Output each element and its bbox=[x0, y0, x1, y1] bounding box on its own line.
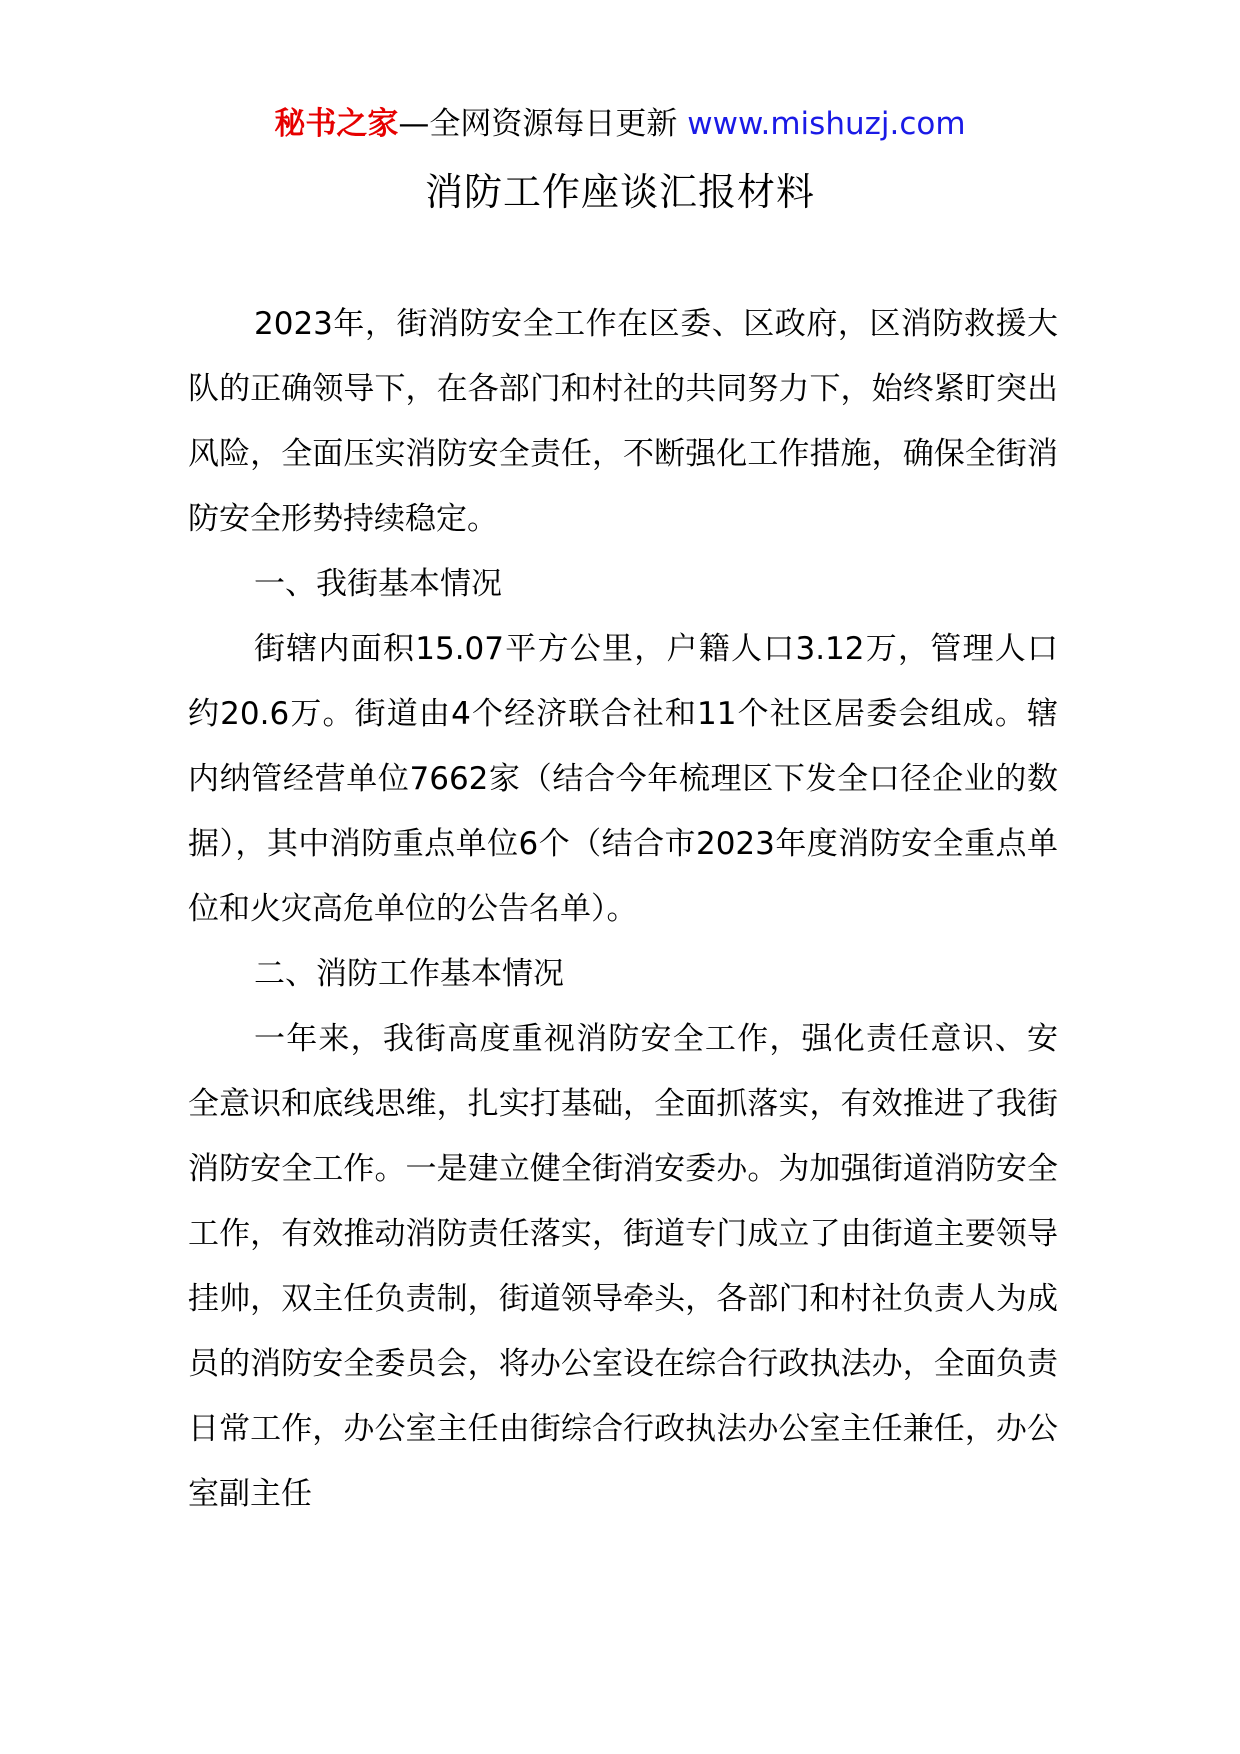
section-heading-1: 一、我街基本情况 bbox=[254, 566, 502, 602]
section-heading-2: 二、消防工作基本情况 bbox=[254, 956, 564, 992]
document-body bbox=[188, 292, 1058, 1527]
paragraph-intro: 2023年，街消防安全工作在区委、区政府，区消防救援大队的正确领导下，在各部门和村社的共同努力下，始终紧盯突出风险，全面压实消防安全责任，不断强化工作措施，确保全街消防安全形势持续稳定。 bbox=[188, 306, 1058, 537]
watermark-header bbox=[0, 100, 1240, 148]
brand-slogan: —全网资源每日更新 bbox=[398, 106, 678, 142]
document-title: 消防工作座谈汇报材料 bbox=[424, 170, 815, 214]
paragraph-work-overview: 一年来，我街高度重视消防安全工作，强化责任意识、安全意识和底线思维，扎实打基础，全面抓落实，有效推进了我街消防安全工作。一是建立健全街消安委办。为加强街道消防安全工作，有效推动消防责任落实，街道专门成立了由街道主要领导挂帅，双主任负责制，街道领导牵头，各部门和村社负责人为成员的消防安全委员会，将办公室设在综合行政执法办，全面负责日常工作，办公室主任由街综合行政执法办公室主任兼任，办公室副主任 bbox=[188, 1021, 1058, 1512]
paragraph-basic-info: 街辖内面积15.07平方公里，户籍人口3.12万，管理人口约20.6万。街道由4个经济联合社和11个社区居委会组成。辖内纳管经营单位7662家（结合今年梳理区下发全口径企业的数据），其中消防重点单位6个（结合市2023年度消防安全重点单位和火灾高危单位的公告名单）。 bbox=[188, 631, 1058, 927]
brand-name: 秘书之家 bbox=[274, 106, 399, 142]
website-link[interactable]: www.mishuzj.com bbox=[687, 106, 966, 142]
